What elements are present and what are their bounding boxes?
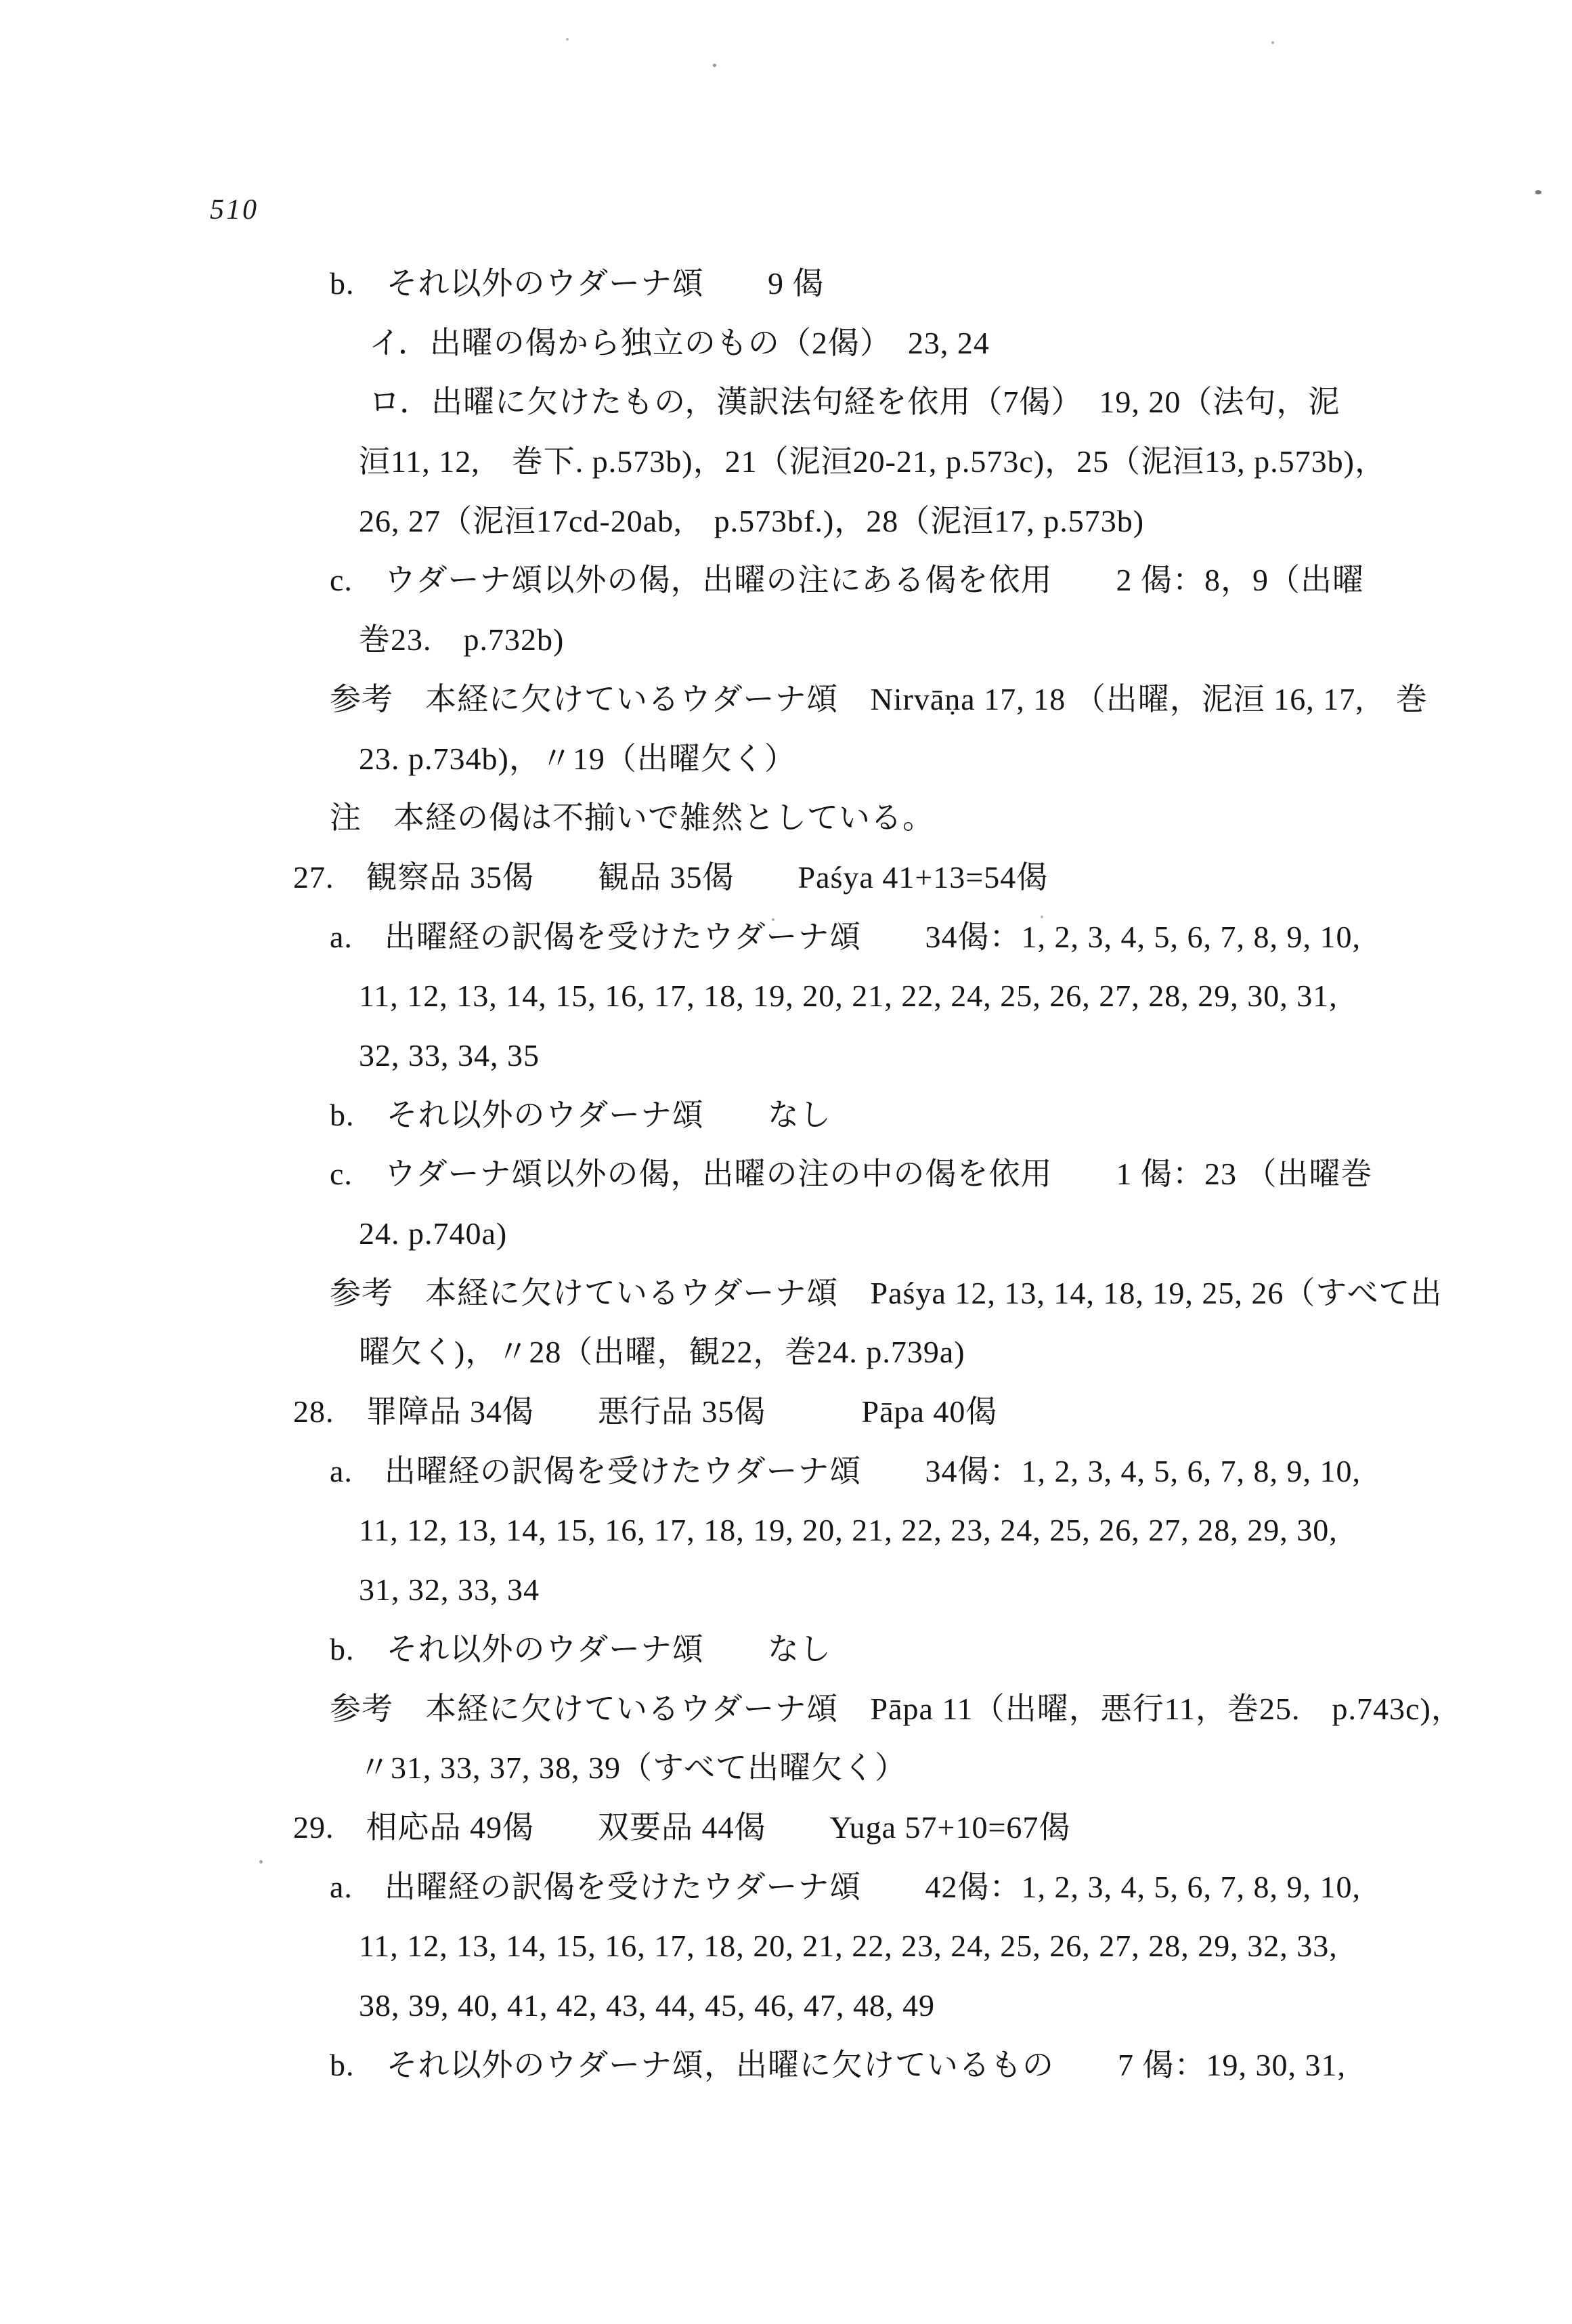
page-number: 510 [210,194,259,225]
text-line: 曜欠く)，〃28（出曜，観22，巻24. p.739a) [359,1335,965,1370]
text-line: 32, 33, 34, 35 [359,1037,540,1073]
text-line: b. それ以外のウダーナ頌 なし [330,1097,832,1132]
text-line: 38, 39, 40, 41, 42, 43, 44, 45, 46, 47, 48, 49 [359,1987,935,2023]
text-line: c. ウダーナ頌以外の偈，出曜の注の中の偈を依用 1 偈：23 （出曜巻 [330,1157,1373,1192]
text-line: 24. p.740a) [359,1216,508,1251]
text-line: a. 出曜経の訳偈を受けたウダーナ頌 34偈：1, 2, 3, 4, 5, 6, 7, 8, 9, 10, [330,1453,1361,1488]
text-line: 26, 27（泥洹17cd-20ab, p.573bf.)，28（泥洹17, p.573b) [359,503,1145,538]
text-line: 参考 本経に欠けているウダーナ頌 Nirvāṇa 17, 18 （出曜，泥洹 16, 17, 巻 [330,681,1428,716]
scan-noise-speck [713,64,716,67]
text-line: 31, 32, 33, 34 [359,1572,540,1608]
scan-noise-speck [566,38,569,41]
text-column [0,254,1572,2094]
scan-noise-speck [1535,190,1542,194]
text-line: b. それ以外のウダーナ頌 なし [330,1631,832,1666]
section-heading-line: 29. 相応品 49偈 双要品 44偈 Yuga 57+10=67偈 [293,1809,1071,1845]
text-line: 参考 本経に欠けているウダーナ頌 Pāpa 11（出曜，悪行11，巻25. p.743c)， [330,1691,1463,1726]
text-line: 11, 12, 13, 14, 15, 16, 17, 18, 19, 20, 21, 22, 24, 25, 26, 27, 28, 29, 30, 31, [359,978,1338,1014]
text-line: 11, 12, 13, 14, 15, 16, 17, 18, 20, 21, 22, 23, 24, 25, 26, 27, 28, 29, 32, 33, [359,1929,1338,1964]
text-line: b. それ以外のウダーナ頌 9 偈 [330,266,825,301]
text-line: 参考 本経に欠けているウダーナ頌 Paśya 12, 13, 14, 18, 19, 25, 26（すべて出 [330,1275,1443,1310]
text-line: 巻23. p.732b) [359,622,565,658]
scan-noise-speck [1041,916,1043,918]
text-line: a. 出曜経の訳偈を受けたウダーナ頌 34偈：1, 2, 3, 4, 5, 6, 7, 8, 9, 10, [330,919,1361,954]
section-heading-line: 27. 観察品 35偈 観品 35偈 Paśya 41+13=54偈 [293,859,1049,895]
text-line: ロ．出曜に欠けたもの，漢訳法句経を依用（7偈） 19, 20（法句，泥 [369,385,1340,420]
scan-noise-speck [259,1860,263,1864]
scan-noise-speck [772,918,774,921]
text-line: 11, 12, 13, 14, 15, 16, 17, 18, 19, 20, 21, 22, 23, 24, 25, 26, 27, 28, 29, 30, [359,1513,1338,1548]
section-heading-line: 28. 罪障品 34偈 悪行品 35偈 Pāpa 40偈 [293,1394,998,1429]
text-line: 洹11, 12, 巻下. p.573b)，21（泥洹20-21, p.573c)，25（泥洹13, p.573b)， [359,444,1387,479]
text-line: c. ウダーナ頌以外の偈，出曜の注にある偈を依用 2 偈：8，9（出曜 [330,563,1364,598]
text-line: 注 本経の偈は不揃いで雑然としている。 [330,800,934,836]
text-line: a. 出曜経の訳偈を受けたウダーナ頌 42偈：1, 2, 3, 4, 5, 6, 7, 8, 9, 10, [330,1869,1361,1904]
text-line: 23. p.734b)，〃19（出曜欠く） [359,741,796,776]
text-line: 〃31, 33, 37, 38, 39（すべて出曜欠く） [359,1750,907,1786]
text-line: イ．出曜の偈から独立のもの（2偈） 23, 24 [369,325,990,360]
text-line: b. それ以外のウダーナ頌，出曜に欠けているもの 7 偈：19, 30, 31, [330,2047,1347,2082]
scan-noise-speck [1271,41,1274,44]
